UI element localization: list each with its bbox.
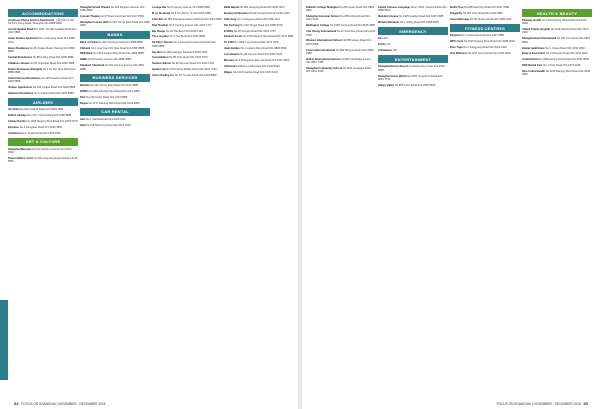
entry-name: Central Residences	[8, 55, 33, 59]
entry-details: No.199 Huashan Road 021-6248 5888	[8, 76, 74, 84]
entry-name: Fu 1039	[224, 41, 235, 45]
directory-entry	[80, 41, 150, 44]
entry-details: No.20 Donghu Road 021-5404 5757	[233, 29, 276, 33]
entry-name: Fraser Residence Shanghai	[8, 67, 43, 71]
entry-name: United Family Hospital	[522, 28, 551, 32]
directory-entry	[80, 84, 150, 87]
section-heading: BUSINESS SERVICES	[80, 74, 150, 82]
entry-name: Bodhi Tree	[450, 6, 465, 9]
entry-name: Wagas	[224, 70, 233, 74]
entry-details: No.1 Jinling Road 021-6258 8208	[399, 21, 439, 25]
entry-name: Shanghai Disney Resort	[378, 65, 409, 69]
entry-details: 120	[392, 49, 398, 53]
directory-entry	[8, 86, 78, 89]
right-column-2	[378, 6, 448, 396]
section-heading: ART & CULTURE	[8, 138, 78, 146]
entry-name: Shanghai East International	[522, 37, 557, 41]
entry-details: No.1161 Hongqiao Road 021-6261 4338	[306, 67, 372, 74]
entry-details: Address undisclosed 021-6142 5198	[237, 64, 280, 68]
directory-entry	[80, 90, 150, 93]
entry-details: No.25 Jinqiao Road, Pudong 021-5836 8800	[8, 46, 75, 53]
directory-entry	[224, 35, 294, 38]
entry-details: No.1500 Yaolong Road 021-5185 3885	[330, 24, 375, 28]
entry-name: Yew Chung International	[306, 30, 337, 34]
entry-name: Wellington College	[306, 24, 331, 28]
directory-entry	[450, 6, 520, 9]
directory-entry	[152, 30, 222, 33]
directory-entry	[450, 52, 520, 55]
entry-name: Bravo Residence	[8, 46, 30, 50]
directory-entry	[378, 43, 448, 46]
entry-details: No.585 Zhongshan East 2nd Road 021-3302 9995	[163, 17, 222, 21]
entry-details: No.600 Huaihai Road 021-9519 5880	[20, 108, 64, 112]
entry-details: No.150 Jimo Road 021-5879 9999	[522, 37, 591, 44]
entry-details: No.1168 Nanjing West Road 021-6240 0800	[522, 70, 591, 77]
left-column-4	[224, 6, 294, 396]
directory-entry	[8, 148, 78, 155]
entry-name: Fire	[378, 37, 384, 41]
right-column-3	[450, 6, 520, 396]
entry-name: Shanghai Community School	[306, 67, 343, 71]
entry-name: Body & Soul Clinic	[522, 52, 546, 56]
directory-entry	[8, 56, 78, 59]
entry-details: No.58 Taicang Road 021-5386 0222	[469, 17, 512, 21]
entry-name: Jinqiao Apartments	[8, 85, 33, 89]
entry-name: M on the Bund	[152, 11, 171, 15]
entry-name: Cafe Gray	[224, 17, 237, 21]
entry-details: No.202 Hubin Road 021-2323 8888	[86, 95, 128, 99]
entry-details: Room 2502, Yanlord Plaza 021-6888 5300	[378, 6, 448, 13]
directory-entry	[152, 24, 222, 27]
directory-entry	[8, 28, 78, 35]
entry-name: Senator Saloon	[152, 62, 172, 66]
section-heading: EMERGENCY	[378, 27, 448, 35]
directory-entry	[8, 37, 78, 44]
entry-details: No.82 Fuxing Road 021-6431 2091	[249, 11, 290, 15]
entry-name: Lufthansa	[8, 131, 22, 135]
entry-name: Flair Rooftop	[152, 23, 169, 27]
directory-entry	[224, 65, 294, 68]
entry-details: No.201 People's Avenue 021-6372 3500	[8, 147, 72, 155]
entry-details: No.1376 Nanjing West Road 021-6279 8682	[242, 35, 294, 39]
directory-entry	[224, 24, 294, 27]
entry-name: Bank of China	[80, 40, 99, 44]
entry-details: No.1 Jinqiao Road 021-5030 0099	[545, 46, 585, 50]
directory-entry	[306, 24, 376, 27]
entry-details: No.1325 Huaihai Road 021-6467 8088	[398, 15, 444, 19]
entry-name: Vue Bar	[152, 50, 163, 54]
entry-name: Ambulance	[378, 49, 393, 53]
right-column-1	[306, 6, 376, 396]
left-column-1	[8, 6, 78, 396]
directory-entry	[152, 74, 222, 77]
directory-entry	[80, 124, 150, 127]
directory-entry	[80, 47, 150, 50]
entry-name: One Wellness	[450, 51, 468, 55]
directory-entry	[378, 15, 448, 18]
directory-entry	[80, 21, 150, 28]
entry-details: No.1318 Huaihai Road 021-5403 6218	[232, 70, 278, 74]
entry-name: Shanghai Concert Hall	[80, 21, 109, 25]
directory-entry	[80, 6, 150, 13]
entry-details: No.201 Century Avenue 021-3851 5888	[80, 64, 145, 71]
entry-details: No.1168 Nanjing West Road 021-5292 5500	[538, 58, 589, 62]
entry-name: Happy Valley	[378, 83, 395, 87]
directory-entry	[306, 58, 376, 65]
directory-entry	[306, 6, 376, 13]
directory-entry	[306, 67, 376, 74]
entry-name: British Airways	[8, 113, 28, 117]
entry-name: Ascott Huaihai Road	[8, 28, 35, 32]
entry-details: No.6 Zhongshan East 1st Road 021-6321 9922	[234, 59, 290, 63]
entry-name: Jade Garden	[224, 47, 241, 51]
directory-entry	[378, 21, 448, 24]
entry-details: No.200 Huayuangang Road 021-3110 8550	[8, 157, 78, 164]
entry-details: No.589 Jiangning Road 021-6255 6607	[239, 6, 285, 9]
directory-entry	[8, 47, 78, 54]
entry-name: Will's Gym	[450, 39, 464, 43]
entry-details: No.1 Xiangyang Road 021-5466 1111	[236, 17, 280, 21]
right-column-4	[522, 6, 592, 396]
entry-details: No.1 Xiangyang Road 021-6322 9322	[463, 45, 507, 49]
entry-details: Rm 703, Centre Plaza 021-6386 8888	[27, 113, 72, 117]
left-footer	[12, 401, 105, 406]
entry-name: Oakwood Residence	[8, 91, 35, 95]
directory-entry	[522, 52, 592, 55]
left-column-3	[152, 6, 222, 396]
entry-details: No.188 Maoming Road 021-6437 0688	[464, 6, 509, 9]
directory-entry	[522, 28, 592, 35]
directory-entry	[152, 41, 222, 48]
directory-entry	[224, 6, 294, 9]
entry-details: No.8 Century Avenue 021-2020 1717	[168, 23, 212, 27]
entry-name: Citadines Jinqiao	[8, 61, 31, 65]
entry-details: No.1168 Nanjing West Road 021-6375 6375	[26, 119, 78, 123]
right-page	[302, 0, 600, 409]
entry-name: DDS Dental Care	[522, 64, 544, 68]
directory-entry	[152, 68, 222, 71]
entry-name: Avis	[80, 117, 87, 121]
entry-name: Mercato	[224, 59, 235, 63]
entry-name: Emirates	[8, 125, 20, 129]
entry-name: Hertz	[80, 123, 88, 127]
entry-details: No.1 Zhongshan East 2nd Road 021-5308 9888	[152, 41, 217, 48]
entry-details: No.11 Shuicheng Road 021-2226 7666	[306, 30, 376, 37]
entry-details: No.300 People's Avenue 021-6386 8686	[80, 6, 146, 13]
directory-entry	[522, 47, 592, 50]
entry-name: Sino United Health	[522, 70, 546, 74]
entry-details: No.64 Yuyuan Road 021-6418 8869	[175, 74, 217, 78]
directory-entry	[8, 108, 78, 111]
entry-name: Arrail Dental	[522, 58, 539, 62]
entry-details: 110	[386, 43, 391, 47]
entry-details: No.2 Jinqiao Road 021-6169 8888	[34, 91, 74, 95]
section-heading: HEALTH & BEAUTY	[522, 9, 592, 17]
entry-name: Citibank	[80, 46, 91, 50]
directory-entry	[8, 62, 78, 65]
entry-name: Concordia International	[306, 48, 336, 52]
entry-details: No.18 The Bund 021-6339 1199	[165, 29, 203, 33]
entry-details: No.206 Xinle Road 021-5403 9982	[462, 11, 503, 15]
entry-name: Shanghai Grand Theatre	[80, 6, 111, 9]
directory-entry	[306, 39, 376, 46]
entry-name: Asian Service Apartment	[8, 37, 40, 41]
entry-details: No.5 The Bund, 7F 021-6350 9988	[170, 11, 211, 15]
directory-entry	[224, 18, 294, 21]
entry-name: Grand Service Residences	[8, 76, 42, 80]
directory-entry	[522, 64, 592, 67]
directory-entry	[152, 12, 222, 15]
entry-details: No.38 Gaoyou Road 021-6433 5126	[240, 53, 282, 57]
directory-entry	[8, 157, 78, 164]
entry-name: Air China	[8, 108, 21, 112]
directory-entry	[152, 62, 222, 65]
entry-name: Shanghai Circus World	[378, 74, 408, 78]
directory-entry	[80, 118, 150, 121]
section-side-tab	[0, 300, 8, 380]
entry-details: No.333 Jinqiao Road 021-5030 8888	[32, 85, 76, 89]
directory-entry	[522, 37, 592, 44]
entry-details: No.1318 Lujiazui Ring Road 021-3896 8888	[93, 52, 144, 56]
entry-details: 119	[383, 37, 388, 41]
entry-details: No.579 Fuxing Middle Road 021-6416 0133	[166, 68, 217, 72]
entry-name: Miracle Mandarin	[378, 21, 400, 25]
entry-name: Power Station of Art	[8, 157, 34, 161]
section-heading: FITNESS CENTRES	[450, 24, 520, 32]
entry-name: Constellation	[152, 56, 170, 60]
entry-name: Anyhouse Phone Service Apartments	[8, 19, 55, 22]
directory-entry	[306, 49, 376, 56]
entry-name: Sir Elly's Terrace	[152, 41, 174, 45]
entry-details: No.1 Xianxia Road 021-6229 1119	[86, 117, 126, 121]
entry-name: Police	[378, 43, 387, 47]
entry-name: Char Bar	[152, 17, 164, 21]
left-footer-text: FOCUS ON SHANGHAI | NOVEMBER - DECEMBER 2016	[21, 402, 106, 406]
section-heading: CAR RENTAL	[80, 108, 150, 116]
directory-entry	[522, 58, 592, 61]
entry-details: Chuansha New Town 021-2025 8888	[378, 65, 445, 72]
section-heading: AIRLINES	[8, 98, 78, 106]
entry-name: Boxing Cat Brewery	[224, 11, 250, 15]
entry-details: No.1717 Nanjing West Road 021-6103 2800	[88, 101, 140, 105]
entry-name: HSBC	[80, 58, 89, 62]
directory-entry	[8, 68, 78, 75]
right-footer	[497, 401, 590, 406]
entry-name: Din Tai Fung	[224, 23, 241, 27]
entry-name: Western International School	[306, 39, 343, 43]
left-page	[0, 0, 298, 409]
directory-entry	[224, 12, 294, 15]
left-page-number: 84	[14, 401, 19, 406]
directory-entry	[8, 92, 78, 95]
entry-details: No.1 Jinqiao Road 021-5352 4999	[21, 131, 61, 135]
entry-details: No.1039 Yuyuan Road 021-5237 1878	[234, 41, 279, 45]
directory-entry	[450, 46, 520, 49]
entry-name: Dragonfly	[450, 11, 463, 15]
directory-entry	[80, 58, 150, 61]
entry-details: No.8 Century Avenue 021-3888 3888	[88, 58, 131, 62]
directory-entry	[224, 47, 294, 50]
directory-entry	[8, 77, 78, 84]
left-column-2	[80, 6, 150, 396]
entry-name: Lost Heaven	[224, 53, 241, 57]
entry-name: Global HealthCare	[522, 46, 546, 50]
entry-name: Union Trading Co.	[152, 74, 176, 78]
directory-entry	[224, 59, 294, 62]
entry-details: No.2 The Bund 021-6322 9988	[169, 35, 206, 39]
entry-details: 上海市 Rm 1715, No.8 Pu Dong Road, Shanghai 021-6888 2828	[8, 19, 75, 26]
entry-name: DBS Bank	[80, 52, 94, 56]
entry-name: Bar Rouge	[152, 29, 166, 33]
entry-name: KPMG	[80, 89, 89, 93]
entry-details: No.1515 Nanjing West Road 021-6288 0020	[463, 39, 515, 43]
entry-details: No.1 Wulumuqi Road 021-6437 5880	[461, 34, 505, 38]
directory-entry	[522, 70, 592, 77]
entry-name: Green Massage	[450, 17, 470, 21]
entry-details: No.86 Xinle Road 021-5404 0970	[169, 56, 208, 60]
entry-details: No.523 Yan'an East Road 021-6386 2836	[80, 21, 150, 28]
directory-entry	[378, 75, 448, 82]
entry-details: No.3 Hongqiao Road 021-3222 3800	[19, 125, 63, 129]
directory-entry	[8, 132, 78, 135]
directory-entry	[152, 35, 222, 38]
entry-name: Bella Napoli	[224, 6, 240, 9]
directory-entry	[8, 114, 78, 117]
section-heading: ENTERTAINMENT	[378, 55, 448, 63]
entry-name: Cathay Pacific	[8, 119, 27, 123]
entry-details: No.1 Hua Yuan Shi Qiao Road 021-6800 8888	[90, 46, 145, 50]
entry-details: No.222 Yan'an East Road 021-6141 8888	[90, 83, 139, 87]
directory-entry	[152, 6, 222, 9]
entry-details: Rm 1001, No.282 Huaihai Road 021-2321 5888	[8, 28, 77, 35]
entry-details: No.1 Xinle Road 021-6473 4188	[543, 64, 581, 68]
directory-entry	[224, 41, 294, 44]
entry-name: Shanghai Museum	[8, 147, 32, 151]
entry-name: Speak Low	[152, 68, 167, 72]
directory-entry	[80, 96, 150, 99]
entry-details: No.1376 Nanjing West Road 021-6445 5999	[522, 19, 587, 26]
entry-details: No.1 Pu Hui Tang Road 021-6888 0888	[8, 67, 76, 74]
entry-details: No.888 Linhu Road 021-3355 5555	[394, 83, 436, 87]
entry-details: No.199 Huangpu Road 021-6393 1234	[162, 50, 208, 54]
directory-entry	[378, 84, 448, 87]
directory-entry	[8, 19, 78, 26]
entry-details: No.8 Century Avenue 021-5888 9999	[167, 6, 210, 9]
directory-entry	[450, 12, 520, 15]
directory-entry	[450, 34, 520, 37]
directory-entry	[450, 40, 520, 43]
directory-entry	[378, 6, 448, 13]
directory-entry	[8, 126, 78, 129]
entry-details: No.1 Lujiazui Ring Road 021-5882 5899	[240, 47, 287, 51]
section-heading: ACCOMMODATIONS	[8, 9, 78, 17]
entry-name: Pure Yoga	[450, 45, 464, 49]
entry-name: Ultraviolet	[224, 64, 238, 68]
entry-details: No.266 Lanan Road 021-5899 9910	[306, 6, 375, 13]
directory-entry	[378, 37, 448, 40]
entry-details: No.555 Huaxu Road 021-6976 6388	[306, 39, 372, 46]
directory-entry	[80, 15, 150, 18]
entry-name: Physical	[450, 34, 462, 38]
entry-name: PwC	[80, 95, 87, 99]
directory-entry	[80, 102, 150, 105]
entry-name: Shanghai American School	[306, 15, 341, 19]
entry-details: No.98 Wuyuan Road 021-5423 1330	[171, 62, 214, 66]
entry-name: British International School	[306, 57, 341, 61]
directory-entry	[152, 51, 222, 54]
entry-details: No.1139 Xianxia Road 021-2216 3900	[522, 28, 589, 35]
directory-entry	[450, 18, 520, 21]
entry-name: Family Chinese Language	[378, 6, 411, 9]
directory-entry	[306, 30, 376, 37]
entry-details: No.55 Xinjinqiao Road 021-2020 3888	[30, 61, 75, 65]
entry-details: No.258 Jinfeng Road 021-6221 1445	[306, 15, 371, 22]
entry-details: No.1 Gaoyang Road 021-6598 2210	[8, 37, 75, 44]
directory-entry	[306, 15, 376, 22]
entry-name: Parkway Health	[522, 19, 542, 22]
entry-name: Element Fresh	[224, 35, 243, 39]
entry-name: El Willy	[224, 29, 234, 33]
entry-details: No.88 Anding Road 021-6256 6888	[32, 55, 74, 59]
entry-details: No.1266 Nanjing West Road 021-2212 2888	[88, 89, 140, 93]
entry-name: Lounge Bar	[152, 6, 168, 9]
entry-name: Lyceum Theatre	[80, 15, 101, 19]
directory-entry	[80, 52, 150, 55]
section-heading: BANKS	[80, 31, 150, 39]
entry-details: No.2266 Gonghexin Road 021-6652 7750	[378, 74, 444, 81]
entry-name: Standard Chartered	[80, 64, 105, 68]
directory-entry	[8, 120, 78, 123]
entry-name: Mandarin House	[378, 15, 399, 19]
entry-details: No.14 Donghu Road 021-5101 9262	[545, 52, 588, 56]
entry-details: No.123 Xingye Road 021-6385 8378	[240, 23, 283, 27]
entry-details: No.200 Yincheng Road 021-3888 8800	[98, 40, 144, 44]
directory-entry	[224, 53, 294, 56]
entry-details: No.57 Maoming Road 021-6217 8539	[100, 15, 144, 19]
entry-name: Deloitte	[80, 83, 91, 87]
directory-entry	[152, 56, 222, 59]
entry-name: The Long Bar	[152, 35, 170, 39]
directory-entry	[522, 19, 592, 26]
directory-entry	[378, 65, 448, 72]
directory-entry	[224, 71, 294, 74]
entry-details: No.58 Maoming Road 021-6215 1000	[87, 123, 131, 127]
directory-entry	[224, 30, 294, 33]
entry-details: No.999 Mingyue Road 021-5899 0380	[306, 48, 374, 55]
entry-details: No.600 Cambridge Forest 021-5812 7455	[306, 57, 371, 65]
directory-entry	[152, 18, 222, 21]
directory-entry	[378, 49, 448, 52]
entry-name: Regus	[80, 101, 89, 105]
entry-details: No.1157 Fuxing Road 021-6436 0001	[467, 51, 511, 55]
right-footer-text: FOCUS ON SHANGHAI | NOVEMBER - DECEMBER 2016	[496, 402, 581, 406]
directory-entry	[80, 64, 150, 71]
entry-name: Dulwich College Shanghai	[306, 6, 340, 9]
right-page-number: 85	[583, 401, 588, 406]
